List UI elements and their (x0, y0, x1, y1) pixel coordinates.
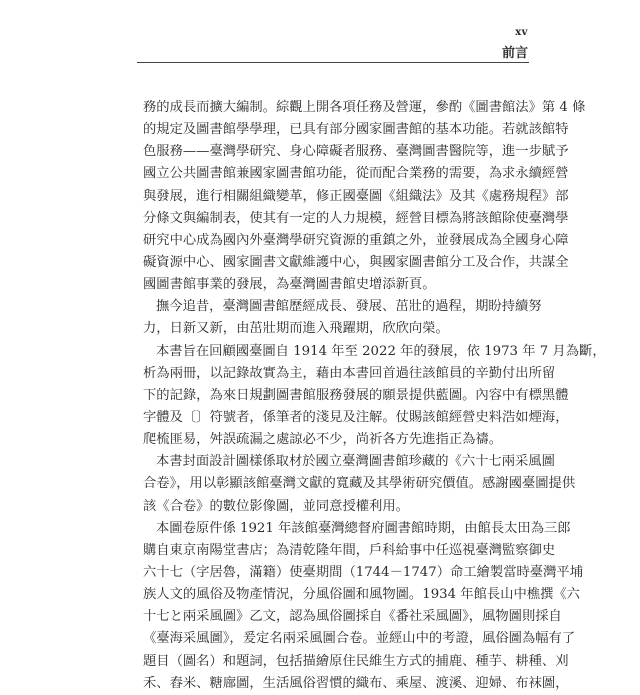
text-line: 力，日新又新，由茁壯期而進入飛躍期，欣欣向榮。 (143, 321, 449, 337)
text-line: 色服務——臺灣學研究、身心障礙者服務、臺灣圖書醫院等，進一步賦予 (143, 144, 569, 160)
text-line: 本圖卷原件係 1921 年該館臺灣總督府圖書館時期，由館長太田為三郎 (156, 520, 571, 536)
text-line: 分條文與編制表，使其有一定的人力規模，經營目標為將該館除使臺灣學 (143, 210, 569, 226)
text-line: 題目（圖名）和題詞，包括描繪原住民維生方式的捕鹿、種芋、耕種、刈 (143, 653, 569, 669)
text-line: 十七と兩采風圖》乙文，認為風俗圖採自《番社采風圖》，風物圖則採自 (143, 609, 562, 625)
text-line: 爬梳匪易，舛誤疏漏之處諒必不少，尚祈各方先進指正為禱。 (143, 432, 503, 448)
text-line: 國圖書館事業的發展，為臺灣圖書館史增添新頁。 (143, 277, 436, 293)
text-line: 國立公共圖書館兼國家圖書館功能，從而配合業務的需要，為求永續經營 (143, 166, 569, 182)
text-line: 下的記錄，為來日規劃圖書館服務發展的願景提供藍圖。內容中有標黑體 (143, 387, 569, 403)
page-number: xv (515, 27, 528, 38)
text-line: 六十七（字居魯，滿籍）使臺期間（1744－1747）命工繪製當時臺灣平埔 (143, 564, 583, 580)
text-line: 務的成長而擴大編制。綜觀上開各項任務及營運，參酌《圖書館法》第 4 條 (143, 100, 586, 115)
text-line: 字體及〔〕符號者，係筆者的淺見及注解。仗賜該館經營史料浩如煙海， (143, 409, 569, 425)
header-divider (137, 62, 529, 63)
text-line: 合卷》，用以彰顯該館臺灣文獻的寬藏及其學術研究價值。感謝國臺圖提供 (143, 476, 576, 492)
text-line: 《臺海采風圖》，爰定名兩采風圖合卷。並經山中的考證，風俗圖為幅有了 (143, 631, 576, 647)
text-line: 研究中心成為國內外臺灣學研究資源的重鎮之外，並發展成為全國身心障 (143, 232, 569, 248)
text-line: 析為兩冊，以記錄故實為主，藉由本書回首過往該館員的辛勤付出所留 (143, 365, 556, 381)
text-line: 礙資源中心、國家圖書文獻維護中心，與國家圖書館分工及合作，共謀全 (143, 254, 569, 270)
body-text (143, 97, 606, 695)
text-line: 撫今追昔，臺灣圖書館歷經成長、發展、茁壯的過程，期盼持續努 (156, 299, 542, 315)
text-line: 本書旨在回顧國臺圖自 1914 年至 2022 年的發展，依 1973 年 7 月為斷， (156, 343, 606, 359)
running-header (468, 26, 528, 62)
text-line: 族人文的風俗及物產情況，分風俗圖和風物圖。1934 年館長山中樵撰《六 (143, 587, 580, 603)
text-line: 禾、舂米、糖廍圖，生活風俗習慣的織布、乘屋、渡溪、迎婦、布袜圖， (143, 675, 569, 691)
text-line: 本書封面設計圖樣係取材於國立臺灣圖書館珍藏的《六十七兩采風圖 (156, 454, 555, 470)
text-line: 的規定及圖書館學學理，已具有部分國家圖書館的基本功能。若就該館特 (143, 122, 569, 138)
text-line: 購自東京南陽堂書店；為清乾隆年間，戶科給事中任巡視臺灣監察御史 (143, 542, 556, 558)
section-title: 前言 (501, 46, 528, 61)
text-line: 與發展，進行相關組織變革，修正國臺圖《組織法》及其《處務規程》部 (143, 188, 569, 204)
text-line: 該《合卷》的數位影像圖，並同意授權利用。 (143, 498, 409, 514)
